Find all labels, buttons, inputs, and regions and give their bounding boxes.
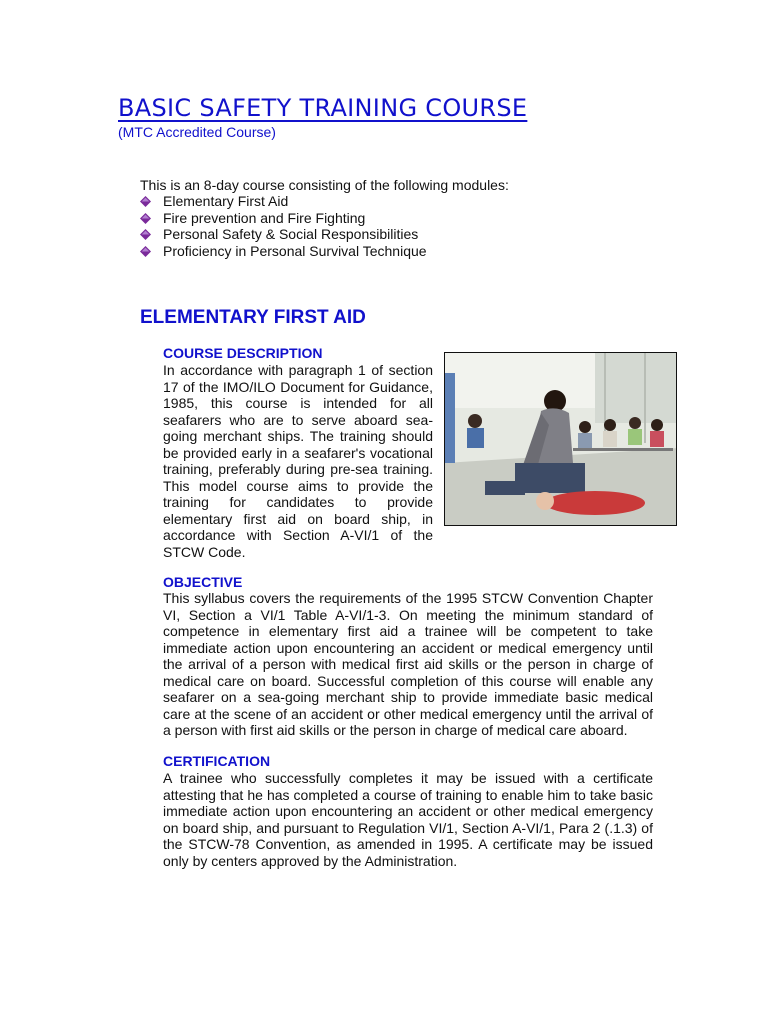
course-description-text: In accordance with paragraph 1 of section 17 of the IMO/ILO Document for Guidance, 1985, this course is intended for all seafarers who are to serve aboard sea-going merchant ships. The training should be provided early in a seafarer's vocational training, preferably during pre-sea training. This model course aims to provide the training for candidates to provide elementary first aid on board ship, in accordance with Section A-VI/1 of the STCW Code. [163, 362, 433, 560]
objective-heading: OBJECTIVE [163, 574, 243, 590]
cpr-training-photo [444, 352, 677, 526]
objective-text: This syllabus covers the requirements of the 1995 STCW Convention Chapter VI, Section a VI/1 Table A-VI/1-3. On meeting the minimum standard of competence in elementary first aid a trainee will be competent to take immediate action upon encountering an accident or medical emergency until the arrival of a person with medical first aid skills or the person in charge of medical care on board. Successful completion of this course will enable any seafarer on a sea-going merchant ship to provide immediate basic medical care at the scene of an accident or other medical emergency until the arrival of a person with first aid skills or the person in charge of medical care aboard. [163, 590, 653, 738]
diamond-bullet-icon [140, 213, 151, 224]
list-item [140, 210, 427, 227]
diamond-bullet-icon [140, 196, 151, 207]
list-item [140, 193, 427, 210]
module-label: Proficiency in Personal Survival Technique [163, 242, 427, 259]
course-description-heading: COURSE DESCRIPTION [163, 345, 323, 361]
section-title: ELEMENTARY FIRST AID [140, 307, 366, 328]
list-item [140, 226, 427, 243]
cpr-training-photo-illustration [445, 353, 677, 526]
page-title: BASIC SAFETY TRAINING COURSE [118, 94, 528, 122]
diamond-bullet-icon [140, 246, 151, 257]
certification-heading: CERTIFICATION [163, 753, 271, 769]
intro-text: This is an 8-day course consisting of the following modules: [140, 177, 509, 193]
module-label: Personal Safety & Social Responsibilities [163, 226, 419, 242]
module-label: Fire prevention and Fire Fighting [163, 209, 366, 226]
module-list [140, 193, 427, 259]
page-subtitle: (MTC Accredited Course) [118, 124, 276, 140]
module-label: Elementary First Aid [163, 193, 289, 209]
diamond-bullet-icon [140, 229, 151, 240]
certification-text: A trainee who successfully completes it may be issued with a certificate attesting that he has completed a course of training to enable him to take basic immediate action upon encountering an accident or other medical emergency on board ship, and pursuant to Regulation VI/1, Section A-VI/1, Para 2 (.1.3) of the STCW-78 Convention, as amended in 1995. A certificate may be issued only by centers approved by the Administration. [163, 770, 653, 869]
list-item [140, 243, 427, 260]
